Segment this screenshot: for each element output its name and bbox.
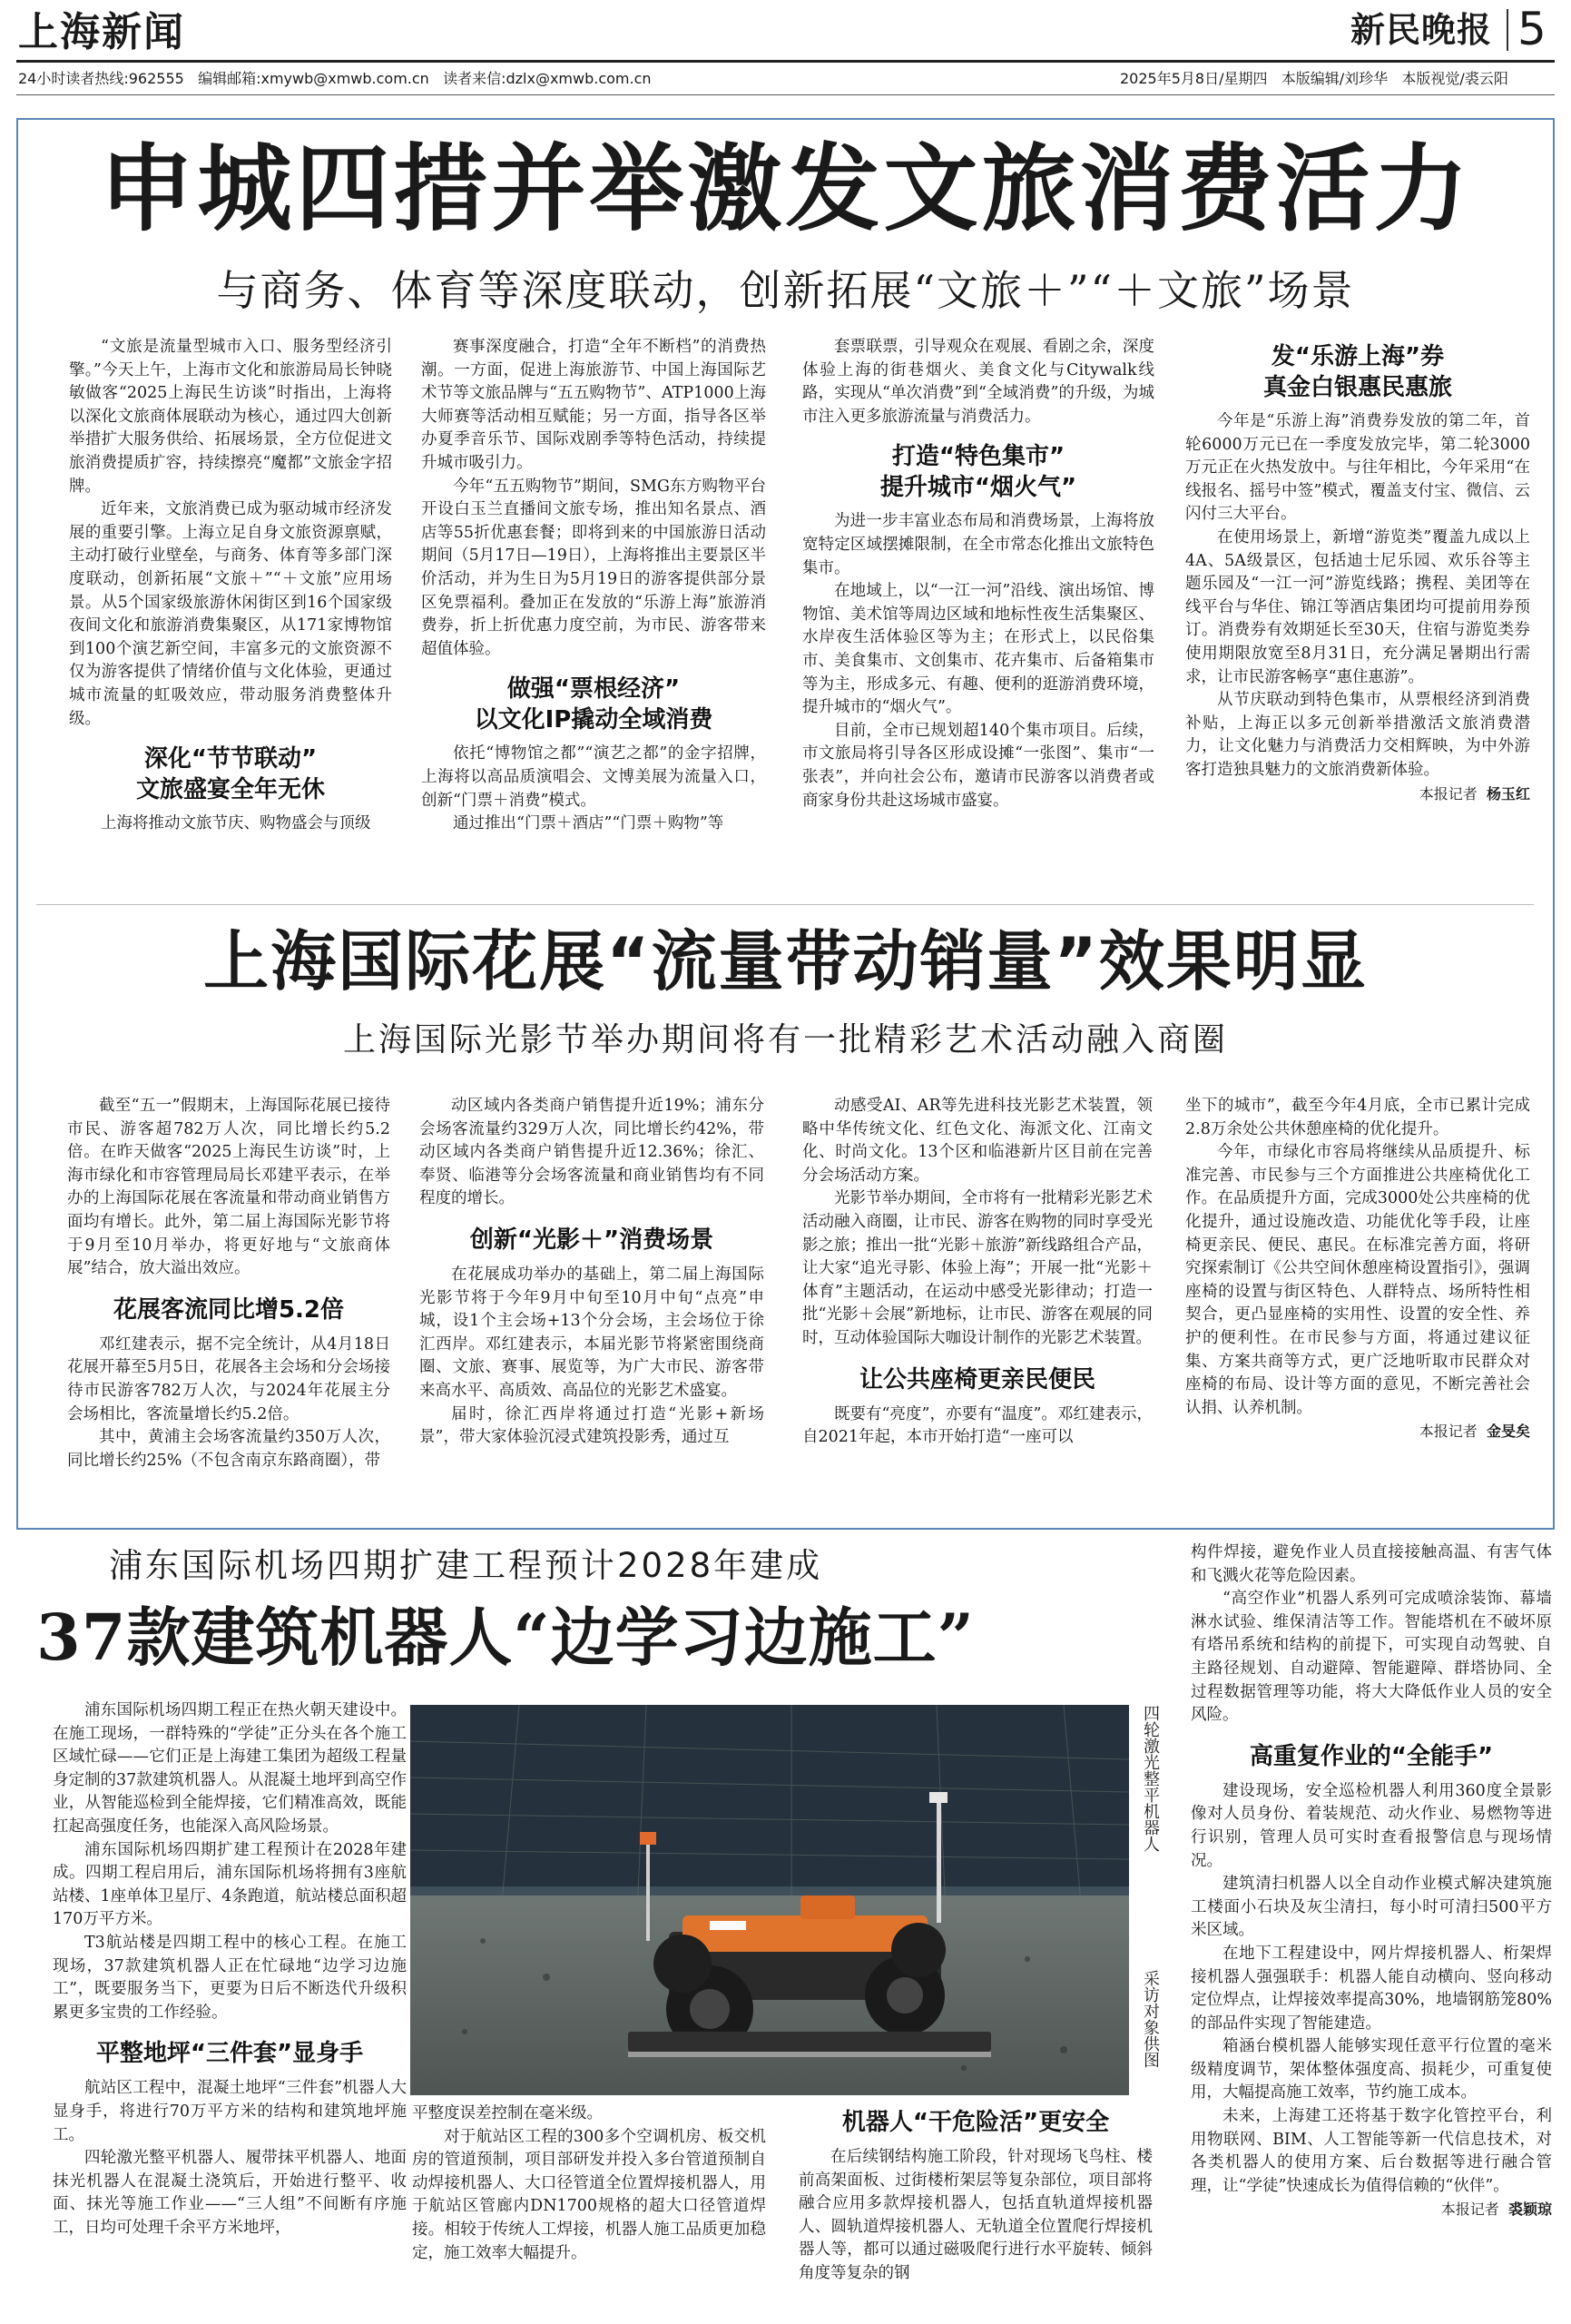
a3-c1-p2: 浦东国际机场四期扩建工程预计在2028年建成。四期工程启用后，浦东国际机场将拥有3座航站楼、1座单体卫星厅、4条跑道，航站楼总面积超170万平方米。 — [53, 1840, 407, 1929]
designer-credit: 本版视觉/裘云阳 — [1401, 70, 1508, 87]
a1-byline — [1185, 783, 1530, 806]
a1-column-4 — [1185, 336, 1530, 917]
a2-subhead-2: 创新“光影＋”消费场景 — [469, 1226, 714, 1254]
a1-byline-label: 本报记者 — [1419, 784, 1478, 803]
robot-photo-illustration — [410, 1705, 1129, 2095]
a1-column-1 — [69, 336, 392, 888]
a2-column-1 — [67, 1095, 390, 1521]
a2-c1-p3: 其中，黄浦主会场客流量约350万人次，同比增长约25%（不包含南京东路商圈），带 — [67, 1428, 390, 1470]
masthead-rule — [16, 60, 1555, 63]
a1-c2-p4: 通过推出“门票＋酒店”“门票＋购物”等 — [453, 814, 724, 833]
editor-credit: 本版编辑/刘珍华 — [1281, 70, 1389, 87]
second-headline: 上海国际花展“流量带动销量”效果明显 — [203, 923, 1368, 1000]
a3-c4-p5: 在地下工程建设中，网片焊接机器人、桁架焊接机器人强强联手：机器人能自动横向、竖向移动定位焊点，让焊接效率提高30%，地墙钢筋笼80%的部品件实现了智能建造。 — [1191, 1944, 1552, 2033]
a2-column-2 — [419, 1095, 764, 1521]
a3-c1-p5: 四轮激光整平机器人、履带抹平机器人、地面抹光机器人在混凝土浇筑后，开始进行整平、收面、抹光等施工作业——“三人组”不间断有序施工，日均可处理千余平方米地坪， — [53, 2149, 407, 2237]
a3-c2-p2: 对于航站区工程的300多个空调机房、板交机房的管道预制，项目部研发并投入多台管道预制自动焊接机器人、大口径管道全位置焊接机器人，用于航站区管廊内DN1700规格的超大口径管道焊接。相较于传统人工焊接，机器人施工品质更加稳定，施工效率大幅提升。 — [412, 2127, 766, 2262]
a2-byline — [1185, 1420, 1530, 1443]
a1-byline-name: 杨玉红 — [1486, 784, 1530, 803]
a1-c3-p4: 目前，全市已规划超140个集市项目。后续，市文旅局将引导各区形成设摊“一张图”、集市“一张表”，并向社会公布，邀请市民游客以消费者或商家身份共赴这场城市盛宴。 — [802, 721, 1154, 810]
a1-c1-p1: “文旅是流量型城市入口、服务型经济引擎。”今天上午，上海市文化和旅游局局长钟晓敏做客“2025上海民生访谈”时指出，上海将以深化文旅商体展联动为核心，通过四大创新举措扩大服务供给、拓展场景，全方位促进文旅消费提质扩容，持续擦亮“魔都”文旅金字招牌。 — [69, 338, 392, 496]
a2-c3-p1: 动感受AI、AR等先进科技光影艺术装置，领略中华传统文化、红色文化、海派文化、江南文化、时尚文化。13个区和临港新片区目前在完善分会场活动方案。 — [802, 1097, 1153, 1185]
a1-c2-p3: 依托“博物馆之都”“演艺之都”的金字招牌，上海将以高品质演唱会、文博美展为流量入口，创新“门票＋消费”模式。 — [421, 744, 766, 810]
a3-c4-p7: 未来，上海建工还将基于数字化管控平台，利用物联网、BIM、人工智能等新一代信息技术，对各类机器人的使用方案、后台数据等进行融合管理，让“学徒”快速成长为值得信赖的“伙伴”。 — [1191, 2107, 1552, 2195]
a3-subhead-1: 平整地坪“三件套”显身手 — [95, 2040, 364, 2068]
a3-c4-p3: 建设现场，安全巡检机器人利用360度全景影像对人员身份、着装规范、动火作业、易燃物等进行识别，管理人员可实时查看报警信息与现场情况。 — [1191, 1781, 1552, 1870]
a1-column-3 — [802, 336, 1154, 888]
a1-c1-p3: 上海将推动文旅节庆、购物盛会与顶级 — [101, 814, 371, 833]
a2-c4-p2: 今年，市绿化市容局将继续从品质提升、标准完善、市民参与三个方面推进公共座椅优化工作。在品质提升方面，完成3000处公共座椅的优化提升，通过设施改造、功能优化等手段，让座椅更亲民、便民、惠民。在标准完善方面，将研究探索制订《公共空间休憩座椅设置指引》，强调座椅的设置与街区特色、人群特点、场所特性相契合，更凸显座椅的实用性、设置的安全性、养护的便利性。在市民参与方面，将通过建议征集、方案共商等方式，更广泛地听取市民群众对座椅的布局、设计等方面的意见，不断完善社会认捐、认养机制。 — [1185, 1143, 1530, 1417]
page-number: 5 — [1517, 3, 1546, 55]
a1-subhead-3: 打造“特色集市” 提升城市“烟火气” — [879, 443, 1077, 502]
a3-column-3 — [799, 2102, 1153, 2320]
a3-c4-p1: 构件焊接，避免作业人员直接接触高温、有害气体和飞溅火花等危险因素。 — [1191, 1543, 1552, 1585]
a3-c4-p4: 建筑清扫机器人以全自动作业模式解决建筑施工楼面小石块及灰尘清扫，每小时可清扫500平方米区域。 — [1191, 1875, 1552, 1940]
photo-caption: 四轮激光整平机器人 — [1141, 1705, 1160, 1852]
a3-column-2 — [412, 2102, 766, 2320]
a2-subhead-1: 花展客流同比增5.2倍 — [113, 1295, 345, 1324]
a3-c4-p6: 箱涵台模机器人能够实现任意平行位置的毫米级精度调节，架体整体强度高、损耗少，可重复使用，大幅提高施工效率，节约施工成本。 — [1191, 2037, 1552, 2102]
masthead-thin-rule — [16, 94, 1555, 95]
robot-photo — [410, 1705, 1129, 2095]
a3-subhead-3: 高重复作业的“全能手” — [1249, 1742, 1494, 1770]
a2-column-3 — [802, 1095, 1153, 1521]
a1-subhead-2: 做强“票根经济” 以文化IP撬动全域消费 — [474, 675, 713, 734]
a1-c4-p2: 在使用场景上，新增“游览类”覆盖九成以上4A、5A级景区，包括迪士尼乐园、欢乐谷等主题乐园及“一江一河”游览线路；携程、美团等在线平台与华住、锦江等酒店集团均可提前用券预订。消费券有效期延长至30天，住宿与游览类券使用期限放宽至8月31日，充分满足暑期出行需求，让市民游客畅享“惠住惠游”。 — [1185, 527, 1530, 686]
a2-c2-p1: 动区域内各类商户销售提升近19%；浦东分会场客流量约329万人次，同比增长约42%，带动区域内各类商户销售提升近12.36%；徐汇、奉贤、临港等分会场客流量和商业销售均有不同程度的增长。 — [419, 1097, 764, 1208]
a3-c1-p3: T3航站楼是四期工程中的核心工程。在施工现场，37款建筑机器人正在忙碌地“边学习边施工”，既要服务当下，更要为日后不断迭代升级积累更多宝贵的工作经验。 — [53, 1933, 407, 2022]
a2-subhead-3: 让公共座椅更亲民便民 — [859, 1365, 1095, 1393]
a3-column-4 — [1191, 1541, 1552, 2322]
story-divider — [36, 904, 1534, 905]
a1-c3-p3: 在地域上，以“一江一河”沿线、演出场馆、博物馆、美术馆等周边区域和地标性夜生活集聚区、水岸夜生活体验区等为主；在形式上，以民俗集市、美食集市、文创集市、花卉集市、后备箱集市等为主，形成多元、有趣、便利的逛游消费环境，提升城市的“烟火气”。 — [802, 582, 1154, 717]
a2-c2-p3: 届时，徐汇西岸将通过打造“光影+新场景”，带大家体验沉浸式建筑投影秀，通过互 — [419, 1404, 764, 1447]
newspaper-logo: 新民晚报 — [1350, 9, 1493, 50]
a2-byline-label: 本报记者 — [1419, 1423, 1478, 1441]
a2-c2-p2: 在花展成功举办的基础上，第二届上海国际光影节将于今年9月中旬至10月中旬“点亮”申城，设1个主会场+13个分会场，主会场位于徐汇西岸。邓红建表示，本届光影节将紧密围绕商圈、文旅、赛事、展览等，为广大市民、游客带来高水平、高质效、高品位的光影艺术盛宴。 — [419, 1265, 764, 1400]
a2-c1-p1: 截至“五一”假期末，上海国际花展已接待市民、游客超782万人次，同比增长约5.2倍。在昨天做客“2025上海民生访谈”时，上海市绿化和市容管理局局长邓建平表示，在举办的上海国际花展在客流量和带动商业销售方面均有增长。此外，第二届上海国际光影节将于9月至10月举办，将更好地与“文旅商体展”结合，放大溢出效应。 — [67, 1097, 390, 1278]
a3-c1-p4: 航站区工程中，混凝土地坪“三件套”机器人大显身手，将进行70万平方米的结构和建筑地坪施工。 — [53, 2079, 407, 2144]
a3-subhead-2: 机器人“干危险活”更安全 — [841, 2109, 1110, 2136]
a2-byline-name: 金旻矣 — [1486, 1423, 1530, 1441]
contact-line: 24小时读者热线:962555 编辑邮箱:xmywb@xmwb.com.cn 读者来信:dzlx@xmwb.com.cn — [18, 70, 652, 87]
section-title: 上海新闻 — [18, 9, 185, 55]
second-subhead: 上海国际光影节举办期间将有一批精彩艺术活动融入商圈 — [342, 1021, 1228, 1059]
lead-subhead: 与商务、体育等深度联动，创新拓展“文旅＋”“＋文旅”场景 — [216, 266, 1355, 315]
date-text: 2025年5月8日/星期四 — [1120, 70, 1268, 87]
a1-c4-p3: 从节庆联动到特色集市，从票根经济到消费补贴，上海正以多元创新举措激活文旅消费潜力，让文化魅力与消费活力交相辉映，为中外游客打造独具魅力的文旅消费新体验。 — [1185, 691, 1530, 779]
third-kicker: 浦东国际机场四期扩建工程预计2028年建成 — [109, 1546, 823, 1585]
logo-divider — [1507, 9, 1508, 51]
a3-c3-p1: 在后续钢结构施工阶段，针对现场飞鸟柱、楼前高架面板、过街楼桁架层等复杂部位，项目部将融合应用多款焊接机器人，包括直轨道焊接机器人、圆轨道焊接机器人、无轨道全位置爬行焊接机器人等，都可以通过磁吸爬行进行水平旋转、倾斜角度等复杂的钢 — [799, 2148, 1153, 2282]
a3-c2-p1: 平整度误差控制在毫米级。 — [412, 2104, 603, 2122]
a3-c1-p1: 浦东国际机场四期工程正在热火朝天建设中。在施工现场，一群特殊的“学徒”正分头在各个施工区域忙碌——它们正是上海建工集团为超级工程量身定制的37款建筑机器人。从混凝土地坪到高空作业，从智能巡检到全能焊接，它们精准高效，既能扛起高强度任务，也能深入高风险场景。 — [53, 1701, 407, 1836]
a1-c2-p2: 今年“五五购物节”期间，SMG东方购物平台开设白玉兰直播间文旅专场，推出知名景点、酒店等55折优惠套餐；即将到来的中国旅游日活动期间（5月17日—19日），上海将推出主要景区半价活动，并为生日为5月19日的游客提供部分景区免票福利。叠加正在发放的“乐游上海”旅游消费券，折上折优惠力度空前，为市民、游客带来超值体验。 — [421, 477, 766, 658]
a1-c3-p1: 套票联票，引导观众在观展、看剧之余，深度体验上海的街巷烟火、美食文化与Citywalk线路，实现从“单次消费”到“全域消费”的升级，为城市注入更多旅游流量与消费活力。 — [802, 338, 1154, 426]
a1-subhead-1: 深化“节节联动” 文旅盛宴全年无休 — [135, 745, 325, 804]
issue-date — [1120, 69, 1508, 89]
a1-column-2 — [421, 336, 766, 888]
photo-credit: 采访对象供图 — [1141, 1970, 1160, 2068]
a2-column-4 — [1185, 1095, 1530, 1521]
a3-c4-p2: “高空作业”机器人系列可完成喷涂装饰、幕墙淋水试验、维保清洁等工作。智能塔机在不破坏原有塔吊系统和结构的前提下，可实现自动驾驶、自主路径规划、自动避障、智能避障、群塔协同、全过程数据管理等功能，将大大降低作业人员的安全风险。 — [1191, 1590, 1552, 1725]
a3-byline-name: 裘颖琼 — [1507, 2201, 1552, 2219]
a3-column-1 — [53, 1699, 407, 2320]
a2-c3-p2: 光影节举办期间，全市将有一批精彩光影艺术活动融入商圈，让市民、游客在购物的同时享受光影之旅；推出一批“光影＋旅游”新线路组合产品，让大家“追光寻影、体验上海”；开展一批“光影＋体育”主题活动，在运动中感受光影律动；打造一批“光影＋会展”新地标，让市民、游客在观展的同时，互动体验国际大咖设计制作的光影艺术装置。 — [802, 1189, 1153, 1347]
a2-c1-p2: 邓红建表示，据不完全统计，从4月18日花展开幕至5月5日，花展各主会场和分会场接待市民游客782万人次，与2024年花展主分会场相比，客流量增长约5.2倍。 — [67, 1334, 390, 1423]
a2-c3-p3: 既要有“亮度”，亦要有“温度”。邓红建表示，自2021年起，本市开始打造“一座可以 — [802, 1404, 1153, 1447]
lead-headline: 申城四措并举激发文旅消费活力 — [99, 133, 1472, 244]
a1-c2-p1: 赛事深度融合，打造“全年不断档”的消费热潮。一方面，促进上海旅游节、中国上海国际艺术节等文旅品牌与“五五购物节”、ATP1000上海大师赛等活动相互赋能；另一方面，指导各区举办夏季音乐节、国际戏剧季等特色活动，持续提升城市吸引力。 — [421, 338, 766, 472]
a1-c3-p2: 为进一步丰富业态布局和消费场景，上海将放宽特定区域摆摊限制，在全市常态化推出文旅特色集市。 — [802, 512, 1154, 577]
a3-byline-label: 本报记者 — [1440, 2201, 1499, 2219]
a2-c4-p1: 坐下的城市”，截至今年4月底，全市已累计完成2.8万余处公共休憩座椅的优化提升。 — [1185, 1097, 1530, 1138]
a1-subhead-4: 发“乐游上海”券 真金白银惠民惠旅 — [1262, 343, 1452, 401]
third-headline: 37款建筑机器人“边学习边施工” — [36, 1600, 975, 1675]
a1-c1-p2: 近年来，文旅消费已成为驱动城市经济发展的重要引擎。上海立足自身文旅资源禀赋，主动打破行业壁垒，与商务、体育等多部门深度联动，创新拓展“文旅＋”“＋文旅”应用场景。从5个国家级旅游休闲街区到16个国家级夜间文化和旅游消费集聚区，从171家博物馆到100个演艺新空间，丰富多元的文旅资源不仅为游客提供了情绪价值与文化体验，更通过城市流量的虹吸效应，带动服务消费整体升级。 — [69, 500, 392, 728]
a1-c4-p1: 今年是“乐游上海”消费券发放的第二年，首轮6000万元已在一季度发放完毕，第二轮3000万元正在火热发放中。与往年相比，今年采用“在线报名、摇号中签”模式，覆盖支付宝、微信、云闪付三大平台。 — [1185, 412, 1530, 524]
a3-byline — [1191, 2198, 1552, 2221]
